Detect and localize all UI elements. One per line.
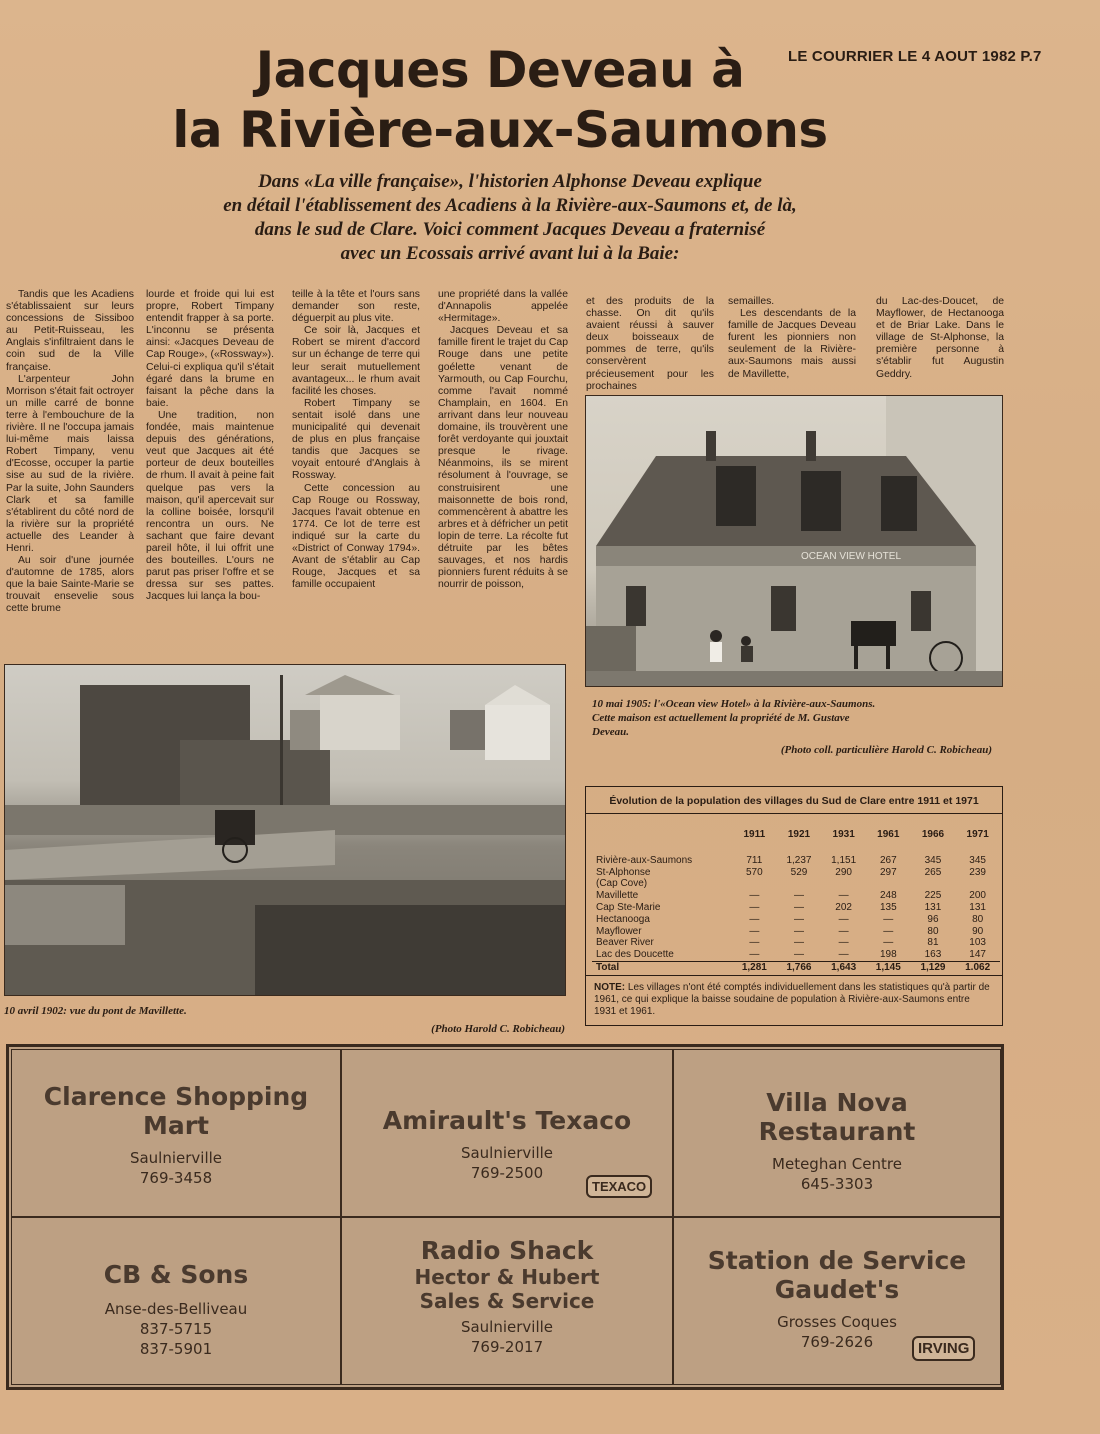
population-table [592,829,1000,974]
table-cell: 290 [835,866,852,878]
caption-line: 10 mai 1905: l'«Ocean view Hotel» à la Rivière-aux-Saumons. [592,698,876,710]
ad-station-gaudets [673,1217,1001,1385]
paragraph: du Lac-des-Doucet, de Mayflower, de Hectanooga et de Briar Lake. Dans le village de St-Alphonse, la première personne à s'établir fut Augustin Geddry. [876,296,1004,380]
table-row [592,878,1000,890]
table-cell: — [749,890,760,902]
ad-business-name: Villa Nova Restaurant [758,1088,916,1146]
village-name: St-Alphonse [596,866,651,878]
table-cell [911,878,956,890]
paragraph: Tandis que les Acadiens s'établissaient sur leurs concessions de Sissiboo au Petit-Ruisseau, les Anglais s'infiltraient dans le coin sud de la Ville française. [6,289,134,373]
table-cell: — [838,913,849,925]
table-cell: 81 [927,937,939,949]
table-cell: — [749,937,760,949]
paragraph: Jacques Deveau et sa famille firent le trajet du Cap Rouge dans une petite goélette venant de Yarmouth, ou Cap Fourchu, comme l'avait nommé Champlain, en 1604. En arrivant dans leur nouveau domaine, ils trouvèrent une forêt verdoyante qui jouxtait presque le rivage. Néanmoins, ils se mirent résolument à l'ouvrage, se construisirent une maisonnette de bois rond, commencèrent à abattre les arbres et à défricher un petit lopin de terre. La récolte fut détruite par les bêtes sauvages, et nos hardis pionniers furent réduits à se nourrir de poisson, [438,325,568,591]
table-row [592,902,1000,914]
subtitle-line: en détail l'établissement des Acadiens à la Rivière-aux-Saumons et, de là, [223,195,797,216]
note-text: Les villages n'ont été comptés individuellement dans les statistiques qu'à partir de 1961, ce qui explique la baisse soudaine de population à Rivière-aux-Saumons entre 1931 et 1961. [594,982,990,1017]
advertisement-block [6,1044,1004,1390]
ocean-view-hotel-photo [585,395,1003,687]
article-column-2 [146,289,274,603]
article-column-4 [438,289,568,591]
ad-business-subname: Hector & Hubert Sales & Service [414,1265,600,1313]
table-cell: 239 [969,866,986,878]
ad-business-name: Amirault's Texaco [382,1106,632,1135]
total-label: Total [592,961,732,973]
table-cell: 248 [879,890,897,902]
table-row [592,867,1000,879]
caption-line: Cette maison est actuellement la propriété de M. Gustave [592,712,850,724]
ad-clarence-shopping-mart [11,1049,341,1217]
article-column-5 [586,296,714,393]
table-cell: 711 [746,854,763,866]
population-table-box [585,786,1003,1026]
table-cell: 265 [924,866,942,878]
ad-location: Saulnierville [460,1318,554,1336]
village-name: Cap Ste-Marie [596,901,661,913]
table-cell: — [838,925,849,937]
title-line-1: Jacques Deveau à [255,41,745,99]
table-cell: — [838,937,849,949]
masthead: LE COURRIER LE 4 AOUT 1982 P.7 [788,48,1042,65]
paragraph: semailles. [728,296,775,307]
ad-phone: 769-2626 [800,1333,874,1351]
village-name: Beaver River [596,937,654,949]
table-cell: 96 [927,913,939,925]
village-name: (Cap Cove) [596,878,648,890]
table-header-blank [592,829,732,855]
table-row [592,890,1000,902]
table-cell: — [883,925,894,937]
village-name: Lac des Doucette [596,949,674,961]
table-header-year: 1971 [966,829,989,840]
table-header-year: 1911 [743,829,766,840]
table-cell: 135 [879,901,897,913]
hotel-illustration [586,396,1003,687]
subtitle-line: dans le sud de Clare. Voici comment Jacques Deveau a fraternisé [254,219,766,240]
ad-phone: 769-3458 [139,1169,213,1187]
table-cell: — [749,949,760,961]
table-cell: 345 [924,854,942,866]
table-cell: — [838,949,849,961]
table-cell: 345 [969,854,986,866]
table-cell: — [838,890,849,902]
table-cell: 80 [927,925,939,937]
table-cell: — [749,913,760,925]
table-header-year: 1961 [877,829,900,840]
paragraph: Une tradition, non fondée, mais maintenue depuis des générations, veut que Jacques ait été porteur de deux bouteilles de rhum. Il avait à peine fait quelque pas vers la maison, qu'il apercevait sur la colline boisée, lorsqu'il rencontra un ours. Ne sachant que faire devant pareil hôte, il lui offrit une des bouteilles. L'ours ne parut pas priser l'offre et se dressa sur ses pattes. Jacques lui lança la bou- [146,409,274,603]
paragraph: Ce soir là, Jacques et Robert se mirent d'accord sur un échange de terre qui leur serait mutuellement avantageux... le rhum avait facilité les choses. [292,325,420,397]
texaco-logo-icon: TEXACO [586,1175,652,1198]
village-name: Rivière-aux-Saumons [596,854,693,866]
irving-logo-icon: IRVING [912,1336,975,1361]
ad-location: Grosses Coques [777,1313,897,1331]
table-cell: 1,151 [831,854,857,866]
table-cell: 1,281 [732,961,777,973]
table-cell: — [749,901,760,913]
ad-radio-shack [341,1217,673,1385]
table-cell: — [793,913,804,925]
table-cell: 1,237 [786,854,812,866]
table-cell: 147 [969,949,986,961]
table-header-row [592,829,1000,855]
article-column-6 [728,296,856,381]
table-cell: 267 [879,854,897,866]
ad-business-name: Clarence Shopping Mart [43,1082,309,1140]
table-cell [821,878,866,890]
ad-location: Saulnierville [129,1149,223,1167]
caption-line: Deveau. [592,726,629,738]
ad-business-name: Station de Service Gaudet's [707,1246,967,1304]
table-total-row [592,961,1000,973]
table-cell: 1,766 [777,961,822,973]
table-divider [586,813,1002,814]
table-cell: 529 [790,866,808,878]
ad-phone: 645-3303 [800,1175,874,1193]
table-cell: 90 [972,925,984,937]
article-column-3 [292,289,420,591]
subtitle-line: avec un Ecossais arrivé avant lui à la Baie: [340,243,680,264]
paragraph: lourde et froide qui lui est propre, Robert Timpany entendit frapper à sa porte. L'inconnu se présenta ainsi: «Jacques Deveau de Cap Rouge», («Rossway»). Celui-ci expliqua qu'il s'était égaré dans la brume en faisant la pêche dans la baie. [146,289,274,409]
ad-location: Saulnierville [460,1144,554,1162]
ad-business-name: Radio Shack [420,1236,594,1265]
ad-phone: 769-2500 [470,1164,544,1182]
table-cell [732,878,777,890]
population-table-title: Évolution de la population des villages du Sud de Clare entre 1911 et 1971 [609,795,979,807]
table-cell: 1,145 [866,961,911,973]
paragraph: et des produits de la chasse. On dit qu'ils avaient réussi à sauver deux boisseaux de pommes de terre, qu'ils conservèrent précieusement pour les prochaines [586,296,714,392]
paragraph: Les descendants de la famille de Jacques Deveau furent les pionniers non seulement de la Rivière-aux-Saumons mais aussi de Mavillette, [728,308,856,380]
ad-villa-nova-restaurant [673,1049,1001,1217]
table-cell: — [793,937,804,949]
bridge-photo-credit: (Photo Harold C. Robicheau) [431,1023,565,1035]
ad-cb-and-sons [11,1217,341,1385]
bridge-caption: 10 avril 1902: vue du pont de Mavillette. [4,1005,187,1017]
table-cell: — [793,890,804,902]
table-cell: — [749,925,760,937]
table-cell: 1,129 [911,961,956,973]
paragraph: Cette concession au Cap Rouge ou Rossway, Jacques l'avait obtenue en 1774. Ce lot de terre est indiqué sur la carte du «District of Conway 1794». Avant de s'établir au Cap Rouge, Jacques et sa famille occupaient [292,482,420,591]
table-cell: 202 [835,901,852,913]
table-cell: 1.062 [955,961,1000,973]
table-cell [955,878,1000,890]
table-cell [777,878,822,890]
table-row [592,914,1000,926]
ad-amiraults-texaco [341,1049,673,1217]
table-cell: 103 [969,937,986,949]
ad-business-name: CB & Sons [103,1260,249,1289]
article-column-1 [6,289,134,616]
table-cell: 570 [745,866,763,878]
table-cell: — [883,937,894,949]
table-row [592,949,1000,961]
table-cell: — [883,913,894,925]
ad-location: Meteghan Centre [772,1155,902,1173]
paragraph: Au soir d'une journée d'automne de 1785, alors que la baie Sainte-Marie se trouvait ensevelie sous cette brume [6,555,134,615]
table-cell [866,878,911,890]
hotel-sign-text: OCEAN VIEW HOTEL [801,551,902,562]
hotel-photo-credit: (Photo coll. particulière Harold C. Robicheau) [780,744,992,756]
table-cell: — [793,925,804,937]
note-label: NOTE: [594,982,626,993]
mavillette-bridge-photo [4,664,566,996]
paragraph: L'arpenteur John Morrison s'était fait octroyer un mille carré de bonne terre à l'embouchure de la rivière. Il ne l'occupa jamais lui-même mais laissa Robert Timpany, venu d'Ecosse, occuper la partie sise au sud de la rivière. Par la suite, John Saunders Clark et sa famille s'établirent du côté nord de la rivière sur la propriété actuelle des Leander à Henri. [6,373,134,554]
table-cell: 200 [969,890,986,902]
table-cell: 297 [879,866,897,878]
paragraph: teille à la tête et l'ours sans demander son reste, déguerpit au plus vite. [292,289,420,325]
paragraph: une propriété dans la vallée d'Annapolis appelée «Hermitage». [438,289,568,325]
table-header-year: 1921 [787,829,811,840]
article-column-7 [876,296,1004,381]
article-title [160,40,840,160]
ad-phone: 837-5715 [139,1320,213,1338]
village-name: Mavillette [596,890,639,902]
ad-phone: 769-2017 [470,1338,544,1356]
table-row [592,855,1000,867]
table-header-year: 1931 [832,829,855,840]
ad-location: Anse-des-Belliveau [104,1300,248,1318]
ad-phone-2: 837-5901 [139,1340,213,1358]
table-cell: — [793,901,804,913]
table-cell: 163 [924,949,942,961]
table-note [586,975,1002,1018]
table-cell: 1,643 [821,961,866,973]
table-row [592,937,1000,949]
table-cell: — [793,949,804,961]
table-header-year: 1966 [921,829,945,840]
table-cell: 198 [879,949,897,961]
table-cell: 80 [972,913,984,925]
title-line-2: la Rivière-aux-Saumons [172,101,828,159]
hotel-caption [592,697,1002,739]
article-subtitle [160,170,860,266]
village-name: Mayflower [596,925,642,937]
table-row [592,926,1000,938]
bridge-illustration [5,665,566,996]
table-cell: 131 [969,901,986,913]
paragraph: Robert Timpany se sentait isolé dans une municipalité qui devenait de plus en plus française tandis que Jacques se voyait entouré d'Anglais à Rossway. [292,397,420,482]
table-cell: 131 [924,901,942,913]
village-name: Hectanooga [596,913,650,925]
subtitle-line: Dans «La ville française», l'historien Alphonse Deveau explique [258,171,762,192]
table-cell: 225 [924,890,942,902]
